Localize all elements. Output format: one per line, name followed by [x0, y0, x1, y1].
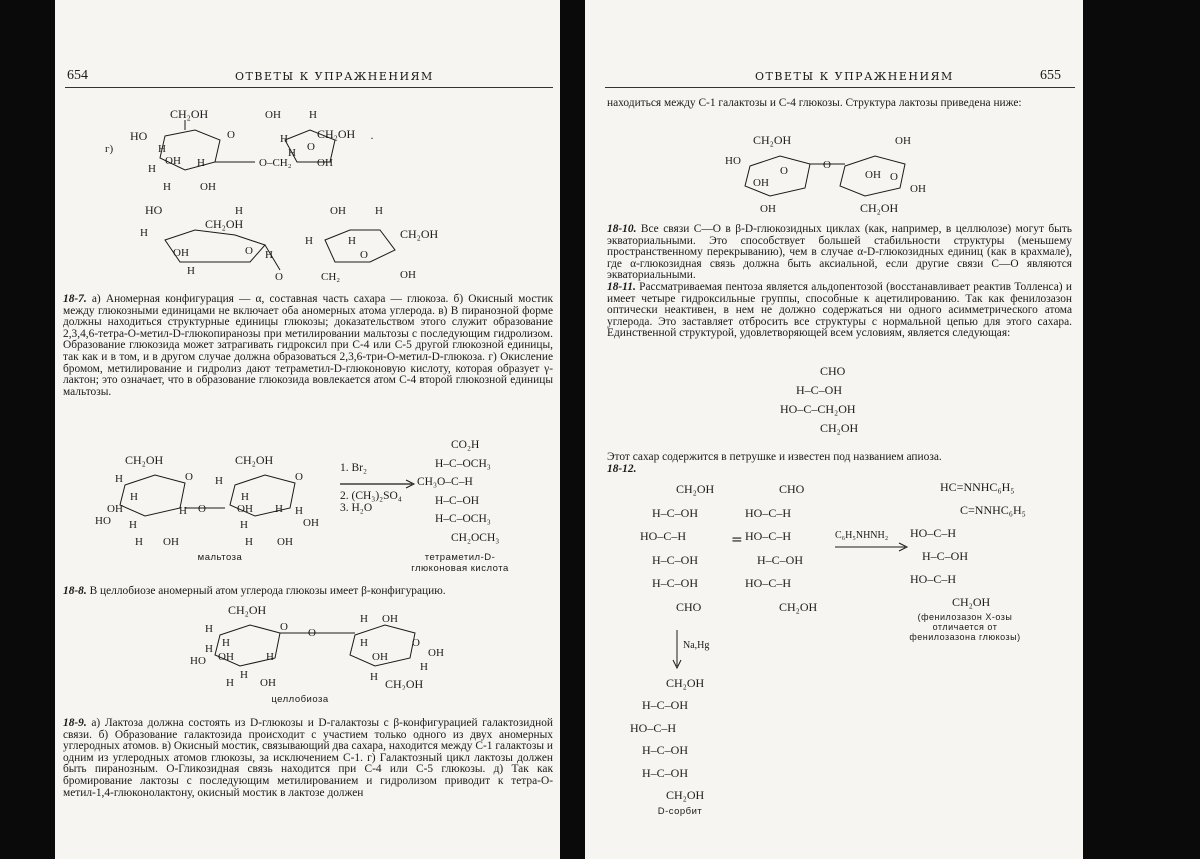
svg-text:OH: OH — [277, 536, 293, 548]
svg-text:O–CH₂: O–CH₂ — [259, 157, 292, 169]
svg-text:O: O — [280, 621, 288, 633]
svg-text:H: H — [135, 536, 143, 548]
pentose-structure — [780, 362, 858, 438]
svg-text:CH₂OH: CH₂OH — [385, 677, 424, 690]
running-header: ОТВЕТЫ К УПРАЖНЕНИЯМ — [755, 70, 954, 83]
svg-text:CH₂OH: CH₂OH — [753, 133, 792, 147]
answer-18-9: 18-9. а) Лактоза должна состоять из D-глюкозы и D-галактозы с β-конфигурацией галактозидной связи. б) Образование галактозида происходит с участием только одного из двух аномерных углеродных атомов. в) Окисный мостик, связывающий два сахара, находится между С-1 галактозы и одним из углеродных атомов глюкозы, за исключением С-1. г) Галактозный цикл лактозы должен быть пиранозным. О-Гликозидная связь находится при С-4 или С-5 глюкозы. д) Так как бромирование лактозы с последующим метилированием и гидролизом приводит к тетра-О-метил-1,4-глюконолактону, окисный мостик в лактозе должен — [63, 717, 553, 799]
svg-text:H: H — [360, 613, 368, 625]
svg-text:H: H — [420, 661, 428, 673]
svg-text:OH: OH — [173, 247, 189, 259]
svg-text:CH₂OH: CH₂OH — [400, 227, 439, 241]
svg-text:CH₂OH: CH₂OH — [125, 453, 164, 467]
chain-line: CH₂OCH₃ — [451, 531, 500, 544]
svg-text:H: H — [179, 505, 187, 517]
svg-text:CH₂OH: CH₂OH — [860, 201, 899, 215]
svg-text:CH₂OH: CH₂OH — [170, 107, 209, 121]
reagent-1: 1. Br₂ — [340, 462, 368, 474]
svg-text:OH: OH — [260, 677, 276, 689]
osazone-caption: (фенилозазон Х-озы отличается от фенилозазона глюкозы) — [909, 612, 1021, 642]
acid-chain — [417, 436, 499, 547]
fischer-1 — [640, 478, 714, 620]
svg-text:OH: OH — [753, 177, 769, 189]
svg-text:O: O — [245, 245, 253, 257]
svg-text:H: H — [240, 669, 248, 681]
chain-line: CHO — [779, 482, 805, 496]
phenylhydrazine-reagent: C₆H₅NHNH₂ — [835, 530, 889, 541]
svg-text:OH: OH — [428, 647, 444, 659]
svg-text:H: H — [275, 503, 283, 515]
chain-line: H–C–OH — [652, 505, 699, 520]
chain-line: CHO — [676, 599, 702, 614]
chain-line: CH₂OH — [820, 421, 859, 435]
glycoside-structure-2 — [135, 200, 465, 285]
svg-text:O: O — [360, 249, 368, 261]
answer-18-10: 18-10. Все связи С—О в β-D-глюкозидных циклах (как, например, в целлюлозе) могут быть экваториальными. Это способствует большей стабильности структуры (меньшему пространственному перекрыванию), чем в случае α-D-глюкозидных единиц (как в крахмале), где α-глюкозидная связь должна быть аксиальной, если другие связи С—О являются экваториальными. — [607, 223, 1072, 282]
svg-text:H: H — [163, 181, 171, 193]
svg-text:H: H — [226, 677, 234, 689]
chain-line: HO–C–H — [745, 529, 792, 544]
svg-text:H: H — [115, 473, 123, 485]
svg-text:H: H — [197, 157, 205, 169]
svg-text:OH: OH — [265, 109, 281, 121]
page-number: 655 — [1040, 68, 1061, 83]
answer-18-11: 18-11. Рассматриваемая пентоза является альдопентозой (восстанавливает реактив Толленса) и имеет четыре гидроксильные группы, способные к ацетилированию. Так как фенилозазон оптически неактивен, в нем не должно содержаться ни одного асимметрического атома углерода. Это заставляет отбросить все структуры с нормальной цепью для этого сахара. Единственной структурой, удовлетворяющей всем условиям, является следующая: — [607, 281, 1072, 340]
chain-line: HC=NNHC₆H₅ — [940, 480, 1015, 494]
cellobiose-caption: целлобиоза — [271, 694, 329, 705]
chain-line: CH₂OH — [779, 599, 818, 614]
chain-line: H–C–OH — [652, 552, 699, 567]
chain-line: H–C–OH — [796, 383, 843, 397]
nahg-reagent: Na,Hg — [683, 640, 710, 651]
svg-text:O: O — [227, 129, 235, 141]
answer-18-8: 18-8. В целлобиозе аномерный атом углерода глюкозы имеет β-конфигурацию. — [63, 585, 446, 597]
page-number: 654 — [67, 68, 88, 83]
svg-text:OH: OH — [865, 169, 881, 181]
svg-text:H: H — [265, 249, 273, 261]
svg-text:OH: OH — [165, 155, 181, 167]
equals-sign: = — [731, 532, 743, 548]
svg-text:H: H — [140, 227, 148, 239]
item-label: г) — [105, 143, 114, 155]
chain-line: HO–C–H — [910, 572, 957, 586]
svg-text:H: H — [360, 637, 368, 649]
svg-text:H: H — [130, 491, 138, 503]
svg-text:OH: OH — [330, 205, 346, 217]
chain-line: HO–C–H — [640, 529, 687, 544]
chain-line: H–C–OH — [757, 552, 804, 567]
svg-text:OH: OH — [760, 203, 776, 215]
svg-text:CH₂OH: CH₂OH — [228, 603, 267, 617]
chain-line: H–C–OH — [652, 576, 699, 591]
svg-text:OH: OH — [107, 503, 123, 515]
svg-text:H: H — [348, 235, 356, 247]
svg-text:H: H — [280, 133, 288, 145]
chain-line: CH₃O–C–H — [417, 476, 473, 488]
svg-text:H: H — [148, 163, 156, 175]
svg-text:H: H — [215, 475, 223, 487]
svg-text:CH₂: CH₂ — [321, 271, 341, 283]
svg-text:O: O — [890, 171, 898, 183]
chain-line: H–C–OH — [435, 494, 480, 507]
reagents — [340, 462, 402, 514]
answer-18-7: 18-7. а) Аномерная конфигурация — α, составная часть сахара — глюкоза. б) Окисный мостик между глюкозными единицами не включает оба аномерных атома углерода. в) В пиранозной форме должны находиться структурные единицы глюкозы; доказательством этого служит образование 2,3,4,6-тетра-О-метил-D-глюкопиранозы при метилировании мальтозы с последующим гидролизом. Образование глюкозида может затрагивать гидроксил при С-4 или С-5 другой глюкозной единицы, так как и в том, и в другом случае должна образоваться 2,3,6-три-О-метил-D-глюкоза. г) Окисление бромом, метилирование и гидролиз дают тетраметил-D-глюконовую кислоту, которая образует γ-лактон; это означает, что в образование глюкозида вовлекается атом С-4 второй глюкозной единицы мальтозы. — [63, 293, 553, 398]
chain-line: H–C–OH — [642, 743, 689, 758]
svg-text:HO: HO — [95, 515, 111, 527]
chain-line: CH₂OH — [676, 482, 715, 496]
svg-text:O: O — [308, 627, 316, 639]
reagent-3: 3. H₂O — [340, 502, 373, 514]
svg-text:O: O — [185, 471, 193, 483]
svg-text:OH: OH — [317, 157, 333, 169]
chain-line: CH₂OH — [666, 788, 705, 803]
svg-text:H: H — [245, 536, 253, 548]
svg-text:OH: OH — [372, 651, 388, 663]
chain-line: H–C–OCH₃ — [435, 457, 491, 470]
svg-text:H: H — [222, 637, 230, 649]
svg-text:H: H — [375, 205, 383, 217]
svg-text:HO: HO — [725, 155, 741, 167]
chain-line: H–C–OH — [922, 549, 969, 563]
svg-text:H: H — [129, 519, 137, 531]
sorbitol-caption: D-сорбит — [657, 806, 703, 817]
svg-text:O: O — [412, 637, 420, 649]
chain-line: HO–C–CH₂OH — [780, 402, 856, 416]
acid-caption: тетраметил-D-глюконовая кислота — [411, 552, 509, 574]
svg-text:H: H — [266, 651, 274, 663]
svg-text:HO: HO — [145, 203, 163, 217]
answer-18-12-label: 18-12. — [607, 463, 637, 475]
chain-line: CHO — [820, 364, 846, 378]
svg-text:H: H — [309, 109, 317, 121]
svg-text:OH: OH — [303, 517, 319, 529]
svg-text:OH: OH — [163, 536, 179, 548]
nahg-arrow — [671, 630, 683, 670]
svg-text:HO: HO — [130, 129, 148, 143]
svg-text:O: O — [780, 165, 788, 177]
svg-text:OH: OH — [382, 613, 398, 625]
svg-text:H: H — [305, 235, 313, 247]
svg-text:O: O — [275, 271, 283, 283]
svg-text:O: O — [198, 503, 206, 515]
chain-line: H–C–OCH₃ — [435, 513, 491, 525]
svg-text:H: H — [295, 505, 303, 517]
svg-text:·: · — [370, 131, 374, 145]
chain-line: CH₂OH — [952, 595, 991, 609]
left-page — [55, 0, 560, 859]
reagent-2: 2. (CH₃)₂SO₄ — [340, 490, 402, 502]
svg-text:H: H — [187, 265, 195, 277]
chain-line: H–C–OH — [642, 765, 689, 780]
svg-text:CH₂OH: CH₂OH — [317, 127, 356, 141]
fischer-2 — [745, 478, 817, 620]
phenylhydrazine-arrow — [835, 542, 910, 552]
chain-line: HO–C–H — [745, 505, 792, 520]
maltose-structure — [95, 450, 365, 550]
svg-text:CH₂OH: CH₂OH — [235, 453, 274, 467]
svg-text:H: H — [205, 643, 213, 655]
osazone-structure — [910, 476, 1026, 614]
cellobiose-structure — [190, 600, 480, 690]
svg-text:H: H — [370, 671, 378, 683]
svg-text:OH: OH — [910, 183, 926, 195]
svg-text:O: O — [307, 141, 315, 153]
svg-text:CH₂OH: CH₂OH — [205, 217, 244, 231]
svg-text:H: H — [288, 147, 296, 159]
chain-line: C=NNHC₆H₅ — [960, 503, 1026, 517]
chain-line: HO–C–H — [745, 576, 792, 591]
svg-text:OH: OH — [895, 135, 911, 147]
lactose-intro: находиться между С-1 галактозы и С-4 глюкозы. Структура лактозы приведена ниже: — [607, 97, 1022, 109]
svg-text:OH: OH — [400, 269, 416, 281]
svg-text:OH: OH — [237, 503, 253, 515]
header-rule — [65, 87, 553, 88]
header-rule — [605, 87, 1075, 88]
svg-text:HO: HO — [190, 655, 206, 667]
svg-text:OH: OH — [218, 651, 234, 663]
running-header: ОТВЕТЫ К УПРАЖНЕНИЯМ — [235, 70, 434, 83]
svg-text:H: H — [158, 143, 166, 155]
svg-text:O: O — [295, 471, 303, 483]
svg-text:H: H — [235, 205, 243, 217]
svg-text:OH: OH — [200, 181, 216, 193]
book-gutter — [560, 0, 585, 859]
chain-line: HO–C–H — [910, 526, 957, 540]
chain-line: CH₂OH — [666, 676, 705, 690]
maltose-caption: мальтоза — [197, 552, 243, 563]
apiose-note: Этот сахар содержится в петрушке и известен под названием апиоза. — [607, 451, 942, 463]
chain-line: CO₂H — [451, 439, 480, 451]
chain-line: HO–C–H — [630, 720, 677, 735]
sorbitol-structure — [630, 672, 704, 806]
svg-text:H: H — [205, 623, 213, 635]
svg-text:H: H — [241, 491, 249, 503]
svg-text:H: H — [240, 519, 248, 531]
svg-text:O: O — [823, 159, 831, 171]
glycoside-structure-1 — [85, 100, 405, 195]
chain-line: H–C–OH — [642, 698, 689, 713]
lactose-structure — [725, 128, 955, 218]
right-page — [585, 0, 1083, 859]
